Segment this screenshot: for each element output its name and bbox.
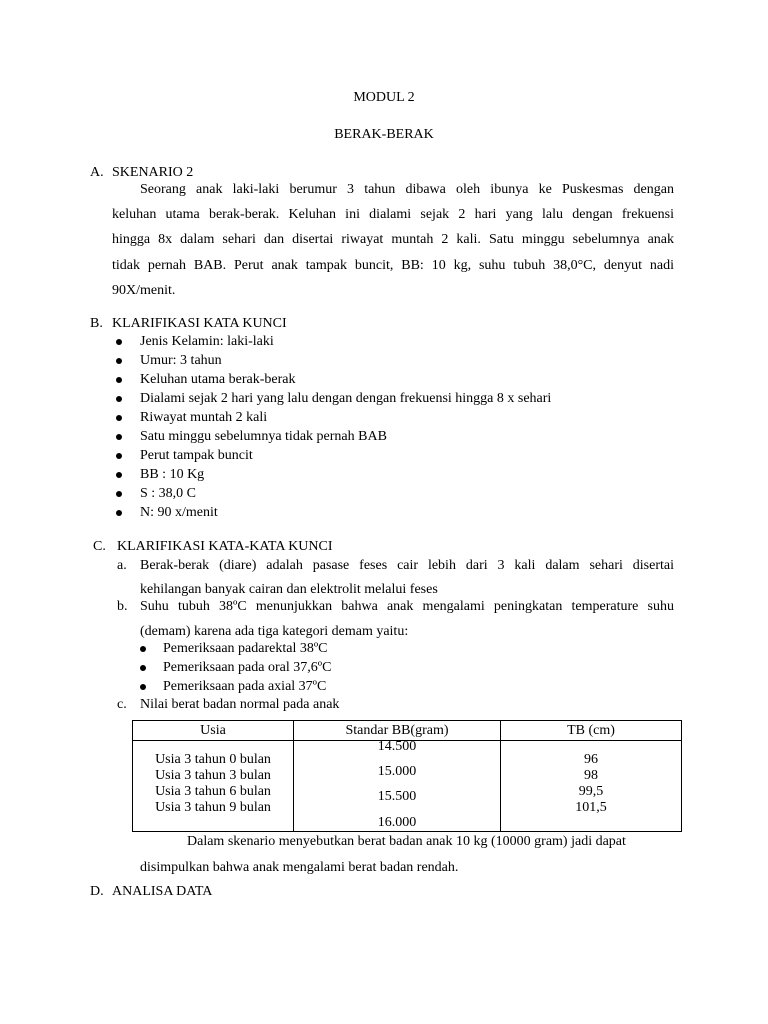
tb-value: 99,5 (578, 784, 604, 799)
tb-cell (501, 741, 682, 832)
bb-value: 16.000 (377, 815, 417, 830)
section-a-marker: A. (90, 165, 104, 180)
tb-value: 101,5 (575, 800, 607, 815)
table-row (133, 741, 682, 832)
keyword-item: Keluhan utama berak-berak (140, 372, 296, 387)
bullet-dot (140, 646, 146, 652)
usia-cell (133, 741, 294, 832)
item-c-text: Nilai berat badan normal pada anak (140, 697, 340, 712)
item-b-line: (demam) karena ada tiga kategori demam yaitu: (140, 624, 409, 639)
bullet-dot (116, 415, 122, 421)
table-header-row (133, 721, 682, 741)
bullet-dot (116, 358, 122, 364)
bullet-dot (116, 339, 122, 345)
item-a-line: kehilangan banyak cairan dan elektrolit melalui feses (140, 582, 438, 597)
bullet-dot (140, 684, 146, 690)
section-c-marker: C. (93, 539, 106, 554)
bullet-dot (116, 377, 122, 383)
section-b-marker: B. (90, 316, 103, 331)
bullet-dot (116, 396, 122, 402)
weight-height-table (132, 720, 682, 832)
section-b-heading: KLARIFIKASI KATA KUNCI (112, 316, 287, 331)
section-c-heading: KLARIFIKASI KATA-KATA KUNCI (117, 539, 333, 554)
bb-value: 15.000 (377, 764, 417, 779)
scenario-line: Seorang anak laki-laki berumur 3 tahun dibawa oleh ibunya ke Puskesmas dengan (140, 182, 674, 197)
temperature-item: Pemeriksaan pada axial 37ºC (163, 679, 327, 694)
keyword-item: BB : 10 Kg (140, 467, 205, 482)
bullet-dot (116, 472, 122, 478)
conclusion-line: disimpulkan bahwa anak mengalami berat badan rendah. (140, 860, 459, 875)
scenario-line: 90X/menit. (112, 283, 176, 298)
bullet-dot (116, 453, 122, 459)
section-d-marker: D. (90, 884, 104, 899)
temperature-item: Pemeriksaan pada oral 37,6ºC (163, 660, 332, 675)
item-a-line: Berak-berak (diare) adalah pasase feses cair lebih dari 3 kali dalam sehari disertai (140, 558, 674, 573)
scenario-line: hingga 8x dalam sehari dan disertai riwayat muntah 2 kali. Satu minggu sebelumnya anak (112, 232, 674, 247)
bullet-dot (116, 510, 122, 516)
keyword-item: Jenis Kelamin: laki-laki (140, 334, 274, 349)
temperature-item: Pemeriksaan padarektal 38ºC (163, 641, 328, 656)
bullet-dot (140, 665, 146, 671)
keyword-item: Umur: 3 tahun (140, 353, 222, 368)
table-header-tb: TB (cm) (501, 721, 682, 741)
section-a-heading: SKENARIO 2 (112, 165, 194, 180)
bb-value: 14.500 (377, 739, 417, 754)
keyword-item: Satu minggu sebelumnya tidak pernah BAB (140, 429, 387, 444)
table-header-bb: Standar BB(gram) (294, 721, 501, 741)
bb-value: 15.500 (377, 789, 417, 804)
item-a-marker: a. (117, 558, 127, 573)
keyword-item: Perut tampak buncit (140, 448, 253, 463)
conclusion-line: Dalam skenario menyebutkan berat badan anak 10 kg (10000 gram) jadi dapat (187, 834, 626, 849)
scenario-line: tidak pernah BAB. Perut anak tampak buncit, BB: 10 kg, suhu tubuh 38,0°C, denyut nadi (112, 258, 674, 273)
keyword-item: Riwayat muntah 2 kali (140, 410, 268, 425)
tb-value: 96 (584, 752, 598, 767)
usia-value: Usia 3 tahun 3 bulan (155, 768, 271, 783)
keyword-item: Dialami sejak 2 hari yang lalu dengan dengan frekuensi hingga 8 x sehari (140, 391, 552, 406)
tb-value: 98 (584, 768, 598, 783)
usia-value: Usia 3 tahun 0 bulan (155, 752, 271, 767)
item-c-marker: c. (117, 697, 127, 712)
bb-cell (294, 741, 501, 832)
chapter-title: BERAK-BERAK (334, 127, 434, 142)
keyword-item: S : 38,0 C (140, 486, 197, 501)
keyword-item: N: 90 x/menit (140, 505, 218, 520)
usia-value: Usia 3 tahun 9 bulan (155, 800, 271, 815)
table-header-usia: Usia (133, 721, 294, 741)
scenario-line: keluhan utama berak-berak. Keluhan ini dialami sejak 2 hari yang lalu dengan frekuensi (112, 207, 674, 222)
section-d-heading: ANALISA DATA (112, 884, 213, 899)
bullet-dot (116, 434, 122, 440)
item-b-line: Suhu tubuh 38ºC menunjukkan bahwa anak mengalami peningkatan temperature suhu (140, 599, 674, 614)
bullet-dot (116, 491, 122, 497)
module-title: MODUL 2 (353, 90, 415, 105)
usia-value: Usia 3 tahun 6 bulan (155, 784, 271, 799)
item-b-marker: b. (117, 599, 128, 614)
